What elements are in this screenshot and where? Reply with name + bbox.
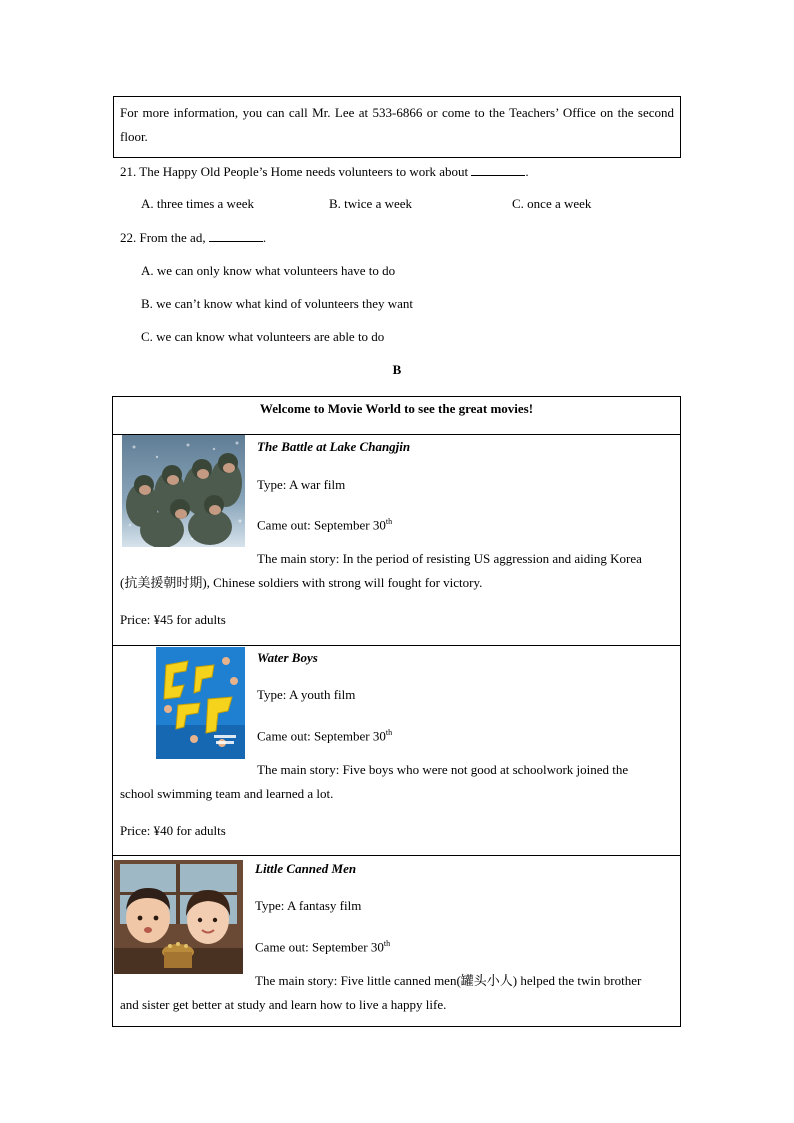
movie-title: Water Boys (257, 650, 318, 665)
movie-price: Price: ¥40 for adults (120, 823, 226, 838)
option-22-c: C. we can know what volunteers are able to do (141, 329, 385, 344)
table-header: Welcome to Movie World to see the great movies! (259, 401, 534, 416)
movie-release (257, 514, 392, 533)
movie-story-first: The main story: In the period of resisting US aggression and aiding Korea (257, 551, 642, 566)
row-divider (113, 855, 680, 856)
question-21 (120, 163, 529, 180)
question-21-stem: 21. The Happy Old People’s Home needs volunteers to work about (120, 164, 469, 179)
movie-table (112, 396, 681, 1027)
question-22 (120, 229, 266, 246)
movie-title: Little Canned Men (255, 861, 357, 876)
section-heading: B (392, 362, 402, 377)
movie-type: Type: A war film (257, 477, 346, 492)
movie-type: Type: A youth film (257, 687, 356, 702)
movie-type: Type: A fantasy film (255, 898, 362, 913)
movie-story-rest: and sister get better at study and learn how to live a happy life. (120, 997, 447, 1012)
date-suffix: th (385, 517, 393, 526)
movie-release (257, 725, 392, 744)
date-suffix: th (383, 939, 391, 948)
option-21-b: B. twice a week (329, 196, 413, 211)
row-divider (113, 645, 680, 646)
movie-story-rest: school swimming team and learned a lot. (120, 786, 334, 801)
question-22-stem: 22. From the ad, (120, 230, 206, 245)
question-21-end: . (525, 164, 529, 179)
movie-poster-water-boys (156, 647, 245, 759)
movie-release-date: Came out: September 30 (257, 728, 386, 744)
movie-release-date: Came out: September 30 (255, 939, 384, 955)
movie-poster-battle-lake-changjin (122, 435, 245, 547)
movie-release (255, 936, 390, 955)
answer-blank (471, 163, 525, 176)
movie-release-date: Came out: September 30 (257, 517, 386, 533)
date-suffix: th (385, 728, 393, 737)
info-text: For more information, you can call Mr. Lee at 533-6866 or come to the Teachers’ Office on the second floor. (120, 105, 674, 144)
option-21-a: A. three times a week (141, 196, 254, 211)
movie-story-first: The main story: Five boys who were not good at schoolwork joined the (257, 762, 629, 777)
movie-story-first: The main story: Five little canned men(罐头小人) helped the twin brother (255, 973, 642, 988)
option-22-b: B. we can’t know what kind of volunteers they want (141, 296, 413, 311)
option-22-a: A. we can only know what volunteers have to do (141, 263, 396, 278)
movie-story-rest: (抗美援朝时期), Chinese soldiers with strong will fought for victory. (120, 575, 483, 590)
movie-title: The Battle at Lake Changjin (257, 439, 411, 454)
info-box (113, 96, 681, 158)
question-22-end: . (262, 230, 267, 245)
option-21-c: C. once a week (512, 196, 592, 211)
answer-blank (209, 229, 263, 242)
movie-price: Price: ¥45 for adults (120, 612, 226, 627)
movie-poster-little-canned-men (114, 860, 243, 974)
